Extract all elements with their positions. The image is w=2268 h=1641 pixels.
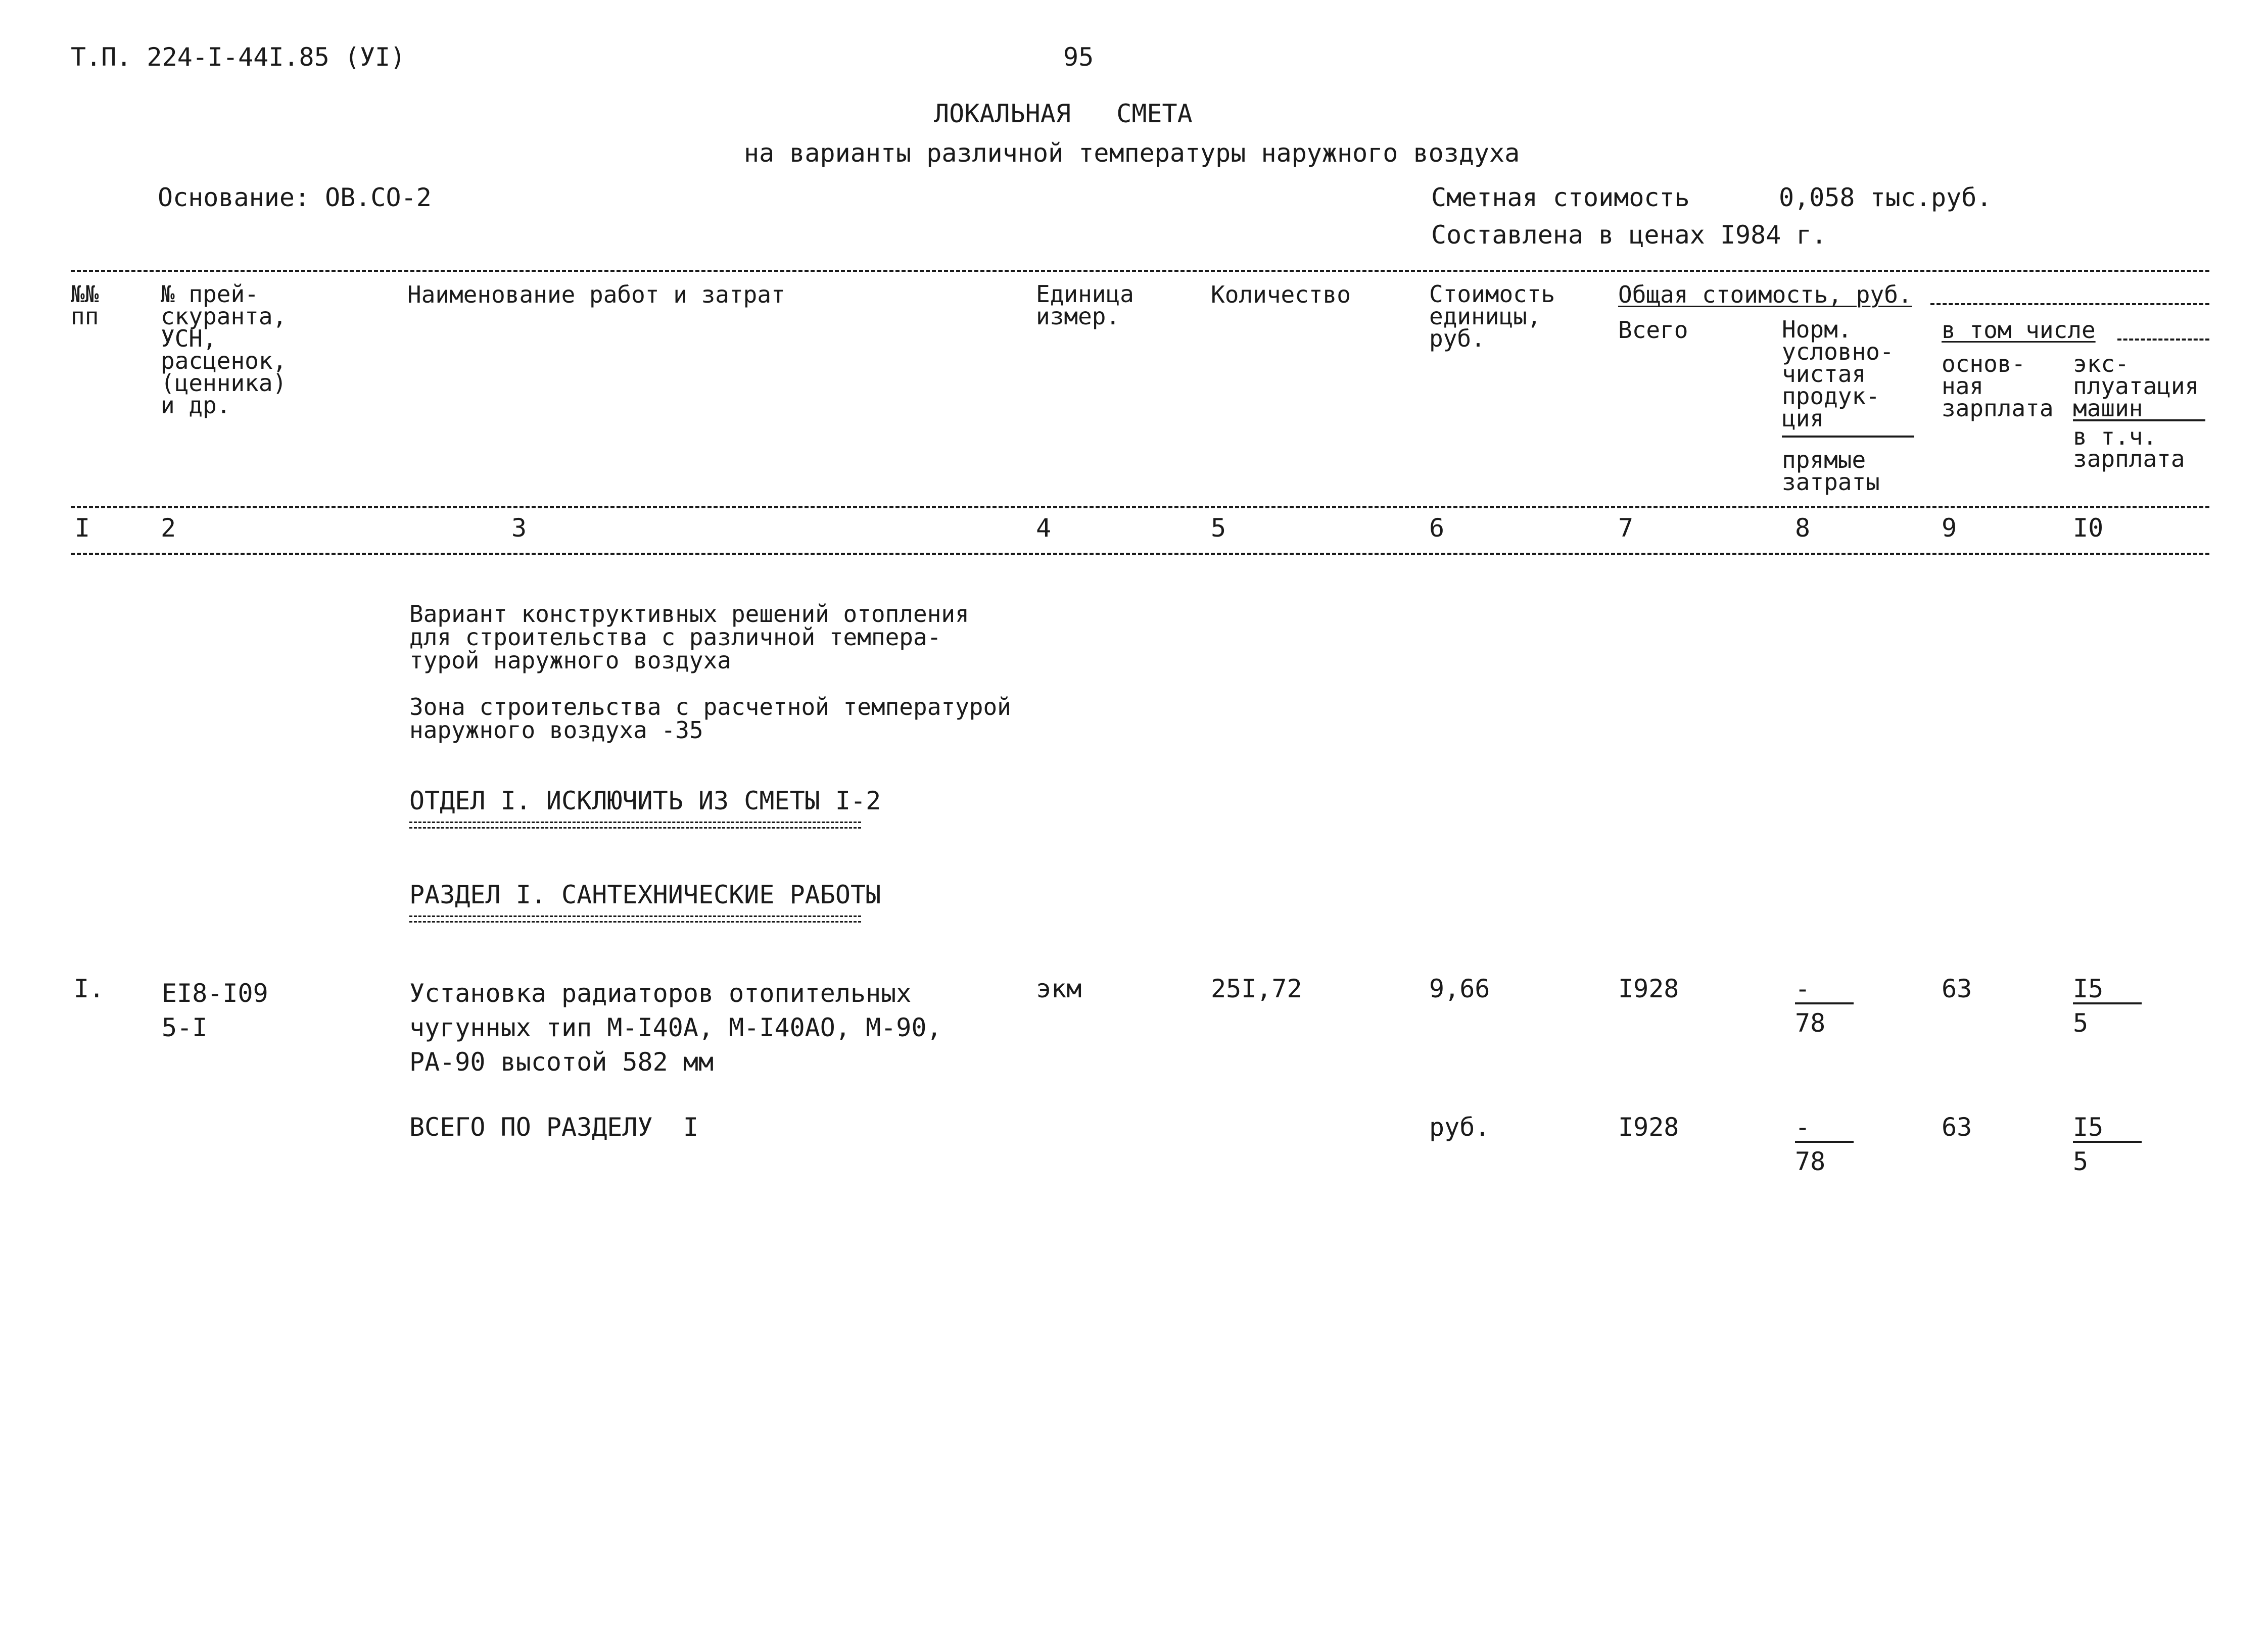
col-header-net-production: Норм. условно- чистая продук- ция — [1782, 316, 1894, 432]
col-header-unit: Единица измер. — [1036, 280, 1134, 330]
col-number-4: 4 — [1036, 513, 1052, 543]
row-number: I. — [74, 974, 105, 1003]
col-number-10: I0 — [2073, 513, 2104, 543]
row-base-salary: 63 — [1942, 974, 1972, 1003]
col-number-3: 3 — [511, 513, 527, 543]
row-net-production: - — [1795, 974, 1811, 1003]
estimated-cost-value: 0,058 тыс.руб. — [1779, 183, 1992, 212]
section-total-machine-salary: 5 — [2073, 1147, 2089, 1176]
section-total-machine-operation: I5 — [2073, 1113, 2104, 1142]
row-quantity: 25I,72 — [1211, 974, 1302, 1003]
row-net-production-divider — [1795, 1002, 1854, 1004]
table-top-rule — [71, 270, 2209, 272]
department-heading-underline — [409, 822, 861, 829]
section-total: I928 — [1618, 1113, 1679, 1142]
header-bottom-rule — [71, 506, 2209, 508]
section-total-direct-costs: 78 — [1795, 1147, 1826, 1176]
variant-description: Вариант конструктивных решений отопления для строительства с различной темпера- турой наружного воздуха — [409, 600, 969, 674]
section-total-label: ВСЕГО ПО РАЗДЕЛУ I — [409, 1113, 698, 1142]
section-total-machine-operation-divider — [2073, 1141, 2142, 1143]
section-heading: РАЗДЕЛ I. САНТЕХНИЧЕСКИЕ РАБОТЫ — [409, 880, 881, 909]
net-production-divider — [1782, 436, 1914, 438]
total-cost-group-rule — [1930, 303, 2209, 305]
construction-zone-note: Зона строительства с расчетной температурой наружного воздуха -35 — [409, 693, 1011, 744]
page-number: 95 — [1063, 42, 1094, 72]
col-header-including-group: в том числе — [1942, 316, 2096, 344]
basis-reference: Основание: ОВ.СО-2 — [158, 183, 432, 212]
section-total-net-production-divider — [1795, 1141, 1854, 1143]
row-total: I928 — [1618, 974, 1679, 1003]
row-machine-salary: 5 — [2073, 1008, 2089, 1038]
price-base-note: Составлена в ценах I984 г. — [1431, 220, 1827, 250]
machine-operation-divider — [2073, 419, 2205, 421]
col-header-work-name: Наименование работ и затрат — [407, 281, 785, 308]
col-number-7: 7 — [1618, 513, 1634, 543]
document-title: ЛОКАЛЬНАЯ СМЕТА — [934, 99, 1193, 128]
col-number-9: 9 — [1942, 513, 1957, 543]
column-numbers-bottom-rule — [71, 553, 2209, 555]
col-header-total-cost-group: Общая стоимость, руб. — [1618, 281, 1912, 308]
col-number-1: I — [75, 513, 90, 543]
row-work-name: Установка радиаторов отопительных чугунных тип М-I40А, М-I40АО, М-90, РА-90 высотой 582 мм — [409, 979, 942, 1077]
col-number-8: 8 — [1795, 513, 1811, 543]
col-number-5: 5 — [1211, 513, 1226, 543]
col-header-base-salary: основ- ная зарплата — [1942, 350, 2054, 422]
row-machine-operation-divider — [2073, 1002, 2142, 1004]
row-direct-costs: 78 — [1795, 1008, 1826, 1038]
col-header-unit-cost: Стоимость единицы, руб. — [1429, 280, 1555, 352]
col-header-price-code: № прей- скуранта, УСН, расценок, (ценника) и др. — [161, 280, 287, 419]
col-number-2: 2 — [161, 513, 176, 543]
section-total-net-production: - — [1795, 1113, 1811, 1142]
row-price-code: ЕI8-I09 5-I — [162, 979, 268, 1042]
section-total-unit: руб. — [1429, 1113, 1490, 1142]
estimated-cost-label: Сметная стоимость — [1431, 183, 1690, 212]
row-machine-operation: I5 — [2073, 974, 2104, 1003]
row-unit: экм — [1036, 974, 1082, 1003]
col-header-quantity: Количество — [1211, 281, 1351, 308]
row-unit-cost: 9,66 — [1429, 974, 1490, 1003]
document-subtitle: на варианты различной температуры наружного воздуха — [744, 138, 1520, 168]
department-heading: ОТДЕЛ I. ИСКЛЮЧИТЬ ИЗ СМЕТЫ I-2 — [409, 786, 881, 815]
col-header-incl-salary: в т.ч. зарплата — [2073, 423, 2185, 472]
col-header-machine-operation: экс- плуатация машин — [2073, 350, 2199, 422]
col-header-total: Всего — [1618, 316, 1688, 344]
section-total-base-salary: 63 — [1942, 1113, 1972, 1142]
col-header-number: №№ пп — [71, 280, 99, 330]
col-number-6: 6 — [1429, 513, 1445, 543]
section-heading-underline — [409, 915, 861, 923]
document-code: Т.П. 224-I-44I.85 (УI) — [71, 42, 406, 72]
col-header-direct-costs: прямые затраты — [1782, 446, 1880, 496]
including-group-rule — [2117, 339, 2209, 341]
